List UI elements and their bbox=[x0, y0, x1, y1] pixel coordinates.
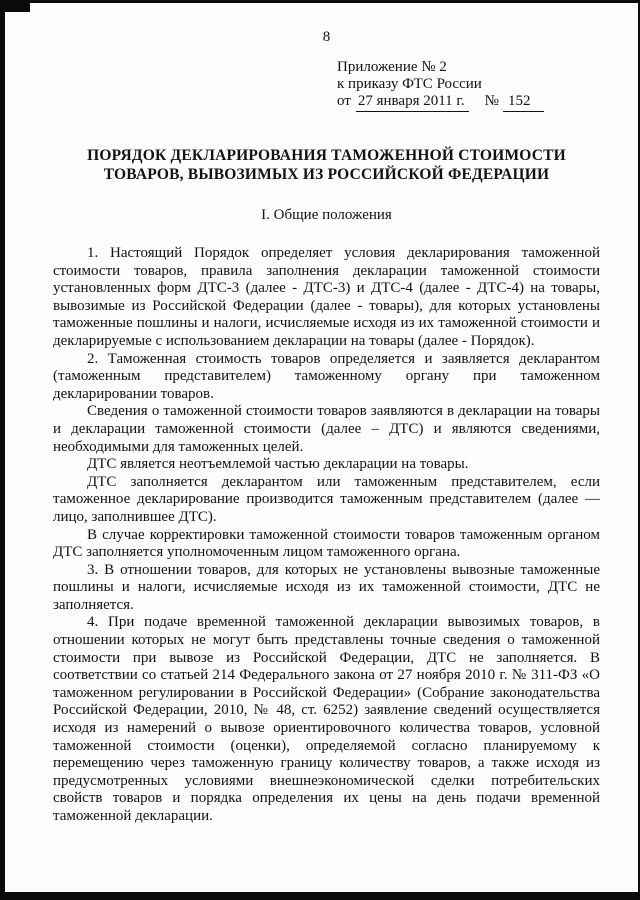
appendix-block bbox=[337, 59, 600, 112]
issue-date-prefix: от bbox=[337, 93, 351, 109]
paragraph-2: 2. Таможенная стоимость товаров определяется и заявляется декларантом (таможенным представителем) таможенному органу при таможенном декларировании товаров. bbox=[53, 350, 600, 402]
order-number: 152 bbox=[503, 93, 545, 112]
document-title-line-2: ТОВАРОВ, ВЫВОЗИМЫХ ИЗ РОССИЙСКОЙ ФЕДЕРАЦИИ bbox=[103, 166, 550, 183]
issue-date: 27 января 2011 г. bbox=[356, 93, 469, 112]
document-title bbox=[53, 146, 600, 184]
order-number-sign: № bbox=[484, 93, 499, 109]
paragraph-3: Сведения о таможенной стоимости товаров заявляются в декларации на товары и декларации таможенной стоимости (далее – ДТС) и являются сведениями, необходимыми для таможенных целей. bbox=[53, 403, 600, 455]
paragraph-5: ДТС заполняется декларантом или таможенным представителем, если таможенное декларирование производится таможенным представителем (далее — лицо, заполнившее ДТС). bbox=[53, 473, 600, 525]
paragraph-4: ДТС является неотъемлемой частью декларации на товары. bbox=[87, 456, 469, 473]
document-body bbox=[53, 245, 600, 826]
appendix-line-2: к приказу ФТС России bbox=[337, 76, 482, 92]
document-title-line-1: ПОРЯДОК ДЕКЛАРИРОВАНИЯ ТАМОЖЕННОЙ СТОИМОСТИ bbox=[87, 147, 566, 164]
paragraph-7: 3. В отношении товаров, для которых не установлены вывозные таможенные пошлины и налоги, исчисляемые исходя из их таможенной стоимости, ДТС не заполняется. bbox=[53, 561, 600, 613]
page-number: 8 bbox=[322, 29, 331, 45]
paragraph-8: 4. При подаче временной таможенной декларации вывозимых товаров, в отношении которых не могут быть представлены точные сведения о таможенной стоимости при вывозе из Российской Федерации, ДТС не заполняется. В соответствии со статьей 214 Федерального закона от 27 ноября 2010 г. № 311-ФЗ «О таможенном регулировании в Российской Федерации» (Собрание законодательства Российской Федерации, 2010, № 48, ст. 6252) заявление сведений осуществляется исходя из намерений о вывозе ориентировочного количества товаров, условной таможенной стоимости (оценки), определяемой согласно планируемому к перемещению через таможенную границу количеству товаров, а также исходя из предусмотренных условиями внешнеэкономической сделки потребительских свойств товаров и порядка определения их цены на день подачи временной таможенной декларации. bbox=[53, 614, 600, 824]
appendix-issue-line bbox=[337, 93, 600, 112]
paragraph-6: В случае корректировки таможенной стоимости товаров таможенным органом ДТС заполняется уполномоченным лицом таможенного органа. bbox=[53, 526, 600, 561]
scan-corner-mark bbox=[0, 0, 30, 12]
appendix-line-1: Приложение № 2 bbox=[337, 59, 447, 75]
section-heading: I. Общие положения bbox=[261, 207, 392, 223]
paragraph-1: 1. Настоящий Порядок определяет условия декларирования таможенной стоимости товаров, правила заполнения декларации таможенной стоимости установленных форм ДТС-3 (далее - ДТС-3) и ДТС-4 (далее - ДТС-4) на товары, вывозимые из Российской Федерации (далее - товары), для которых установлены таможенные пошлины и налоги, исчисляемые исходя из их таможенной стоимости и декларируемые с использованием декларации на товары (далее - Порядок). bbox=[53, 245, 600, 349]
